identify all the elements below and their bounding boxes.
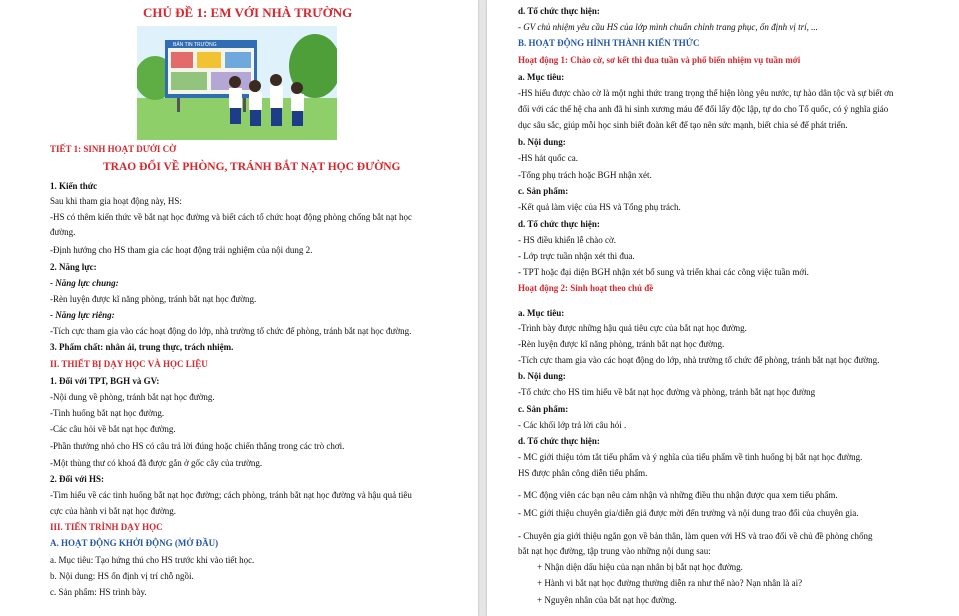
section-heading: d. Tổ chức thực hiện: — [518, 219, 600, 229]
school-bulletin-illustration — [137, 26, 337, 140]
section-heading: 1. Đối với TPT, BGH và GV: — [50, 376, 160, 386]
activity-heading: Hoạt động 2: Sinh hoạt theo chủ đề — [518, 283, 654, 293]
body-text: -Phần thưởng nhỏ cho HS có câu trả lời đúng hoặc chiến thắng trong các trò chơi. — [50, 441, 345, 451]
section-heading: A. HOẠT ĐỘNG KHỞI ĐỘNG (MỞ ĐẦU) — [50, 538, 219, 548]
section-heading: b. Nội dung: — [518, 371, 566, 381]
section-heading: c. Sản phẩm: — [518, 186, 569, 196]
body-text: -Tổng phụ trách hoặc BGH nhận xét. — [518, 170, 652, 180]
document-page-right — [487, 0, 959, 616]
body-text: - GV chủ nhiệm yêu cầu HS của lớp mình chuẩn chỉnh trang phục, ổn định vị trí, ... — [518, 22, 818, 32]
body-text: đối với các thế hệ cha anh đã hi sinh xương máu để đổi lấy độc lập, tự do cho Tổ quốc, có ý nghĩa giáo — [518, 104, 889, 114]
section-heading: 2. Đối với HS: — [50, 474, 104, 484]
section-heading: b. Nội dung: — [518, 137, 566, 147]
body-text: -Kết quả làm việc của HS và Tổng phụ trách. — [518, 202, 681, 212]
body-text: a. Mục tiêu: Tạo hứng thú cho HS trước khi vào tiết học. — [50, 555, 255, 565]
body-text: - MC giới thiệu chuyên gia/diễn giả được mời đến trường và nội dung trao đổi của chuyên gia. — [518, 508, 859, 518]
section-heading: d. Tổ chức thực hiện: — [518, 436, 600, 446]
subheading: - Năng lực riêng: — [50, 310, 115, 320]
body-text: - HS điều khiển lễ chào cờ. — [518, 235, 616, 245]
body-text: - Chuyên gia giới thiệu ngắn gọn về bản thân, làm quen với HS và trao đổi về chủ đề phòng chống — [518, 531, 873, 541]
body-text: - MC động viên các bạn nêu cảm nhận và những điều thu nhận được qua xem tiểu phẩm. — [518, 490, 838, 500]
body-text: -Tổ chức cho HS tìm hiểu về bắt nạt học đường và phòng, tránh bắt nạt học đường — [518, 387, 816, 397]
section-heading: c. Sản phẩm: — [518, 404, 569, 414]
section-heading: a. Mục tiêu: — [518, 308, 565, 318]
section-heading: 2. Năng lực: — [50, 262, 97, 272]
body-text: -Một thùng thư có khoá đã được gắn ở gốc cây của trường. — [50, 458, 263, 468]
section-heading: a. Mục tiêu: — [518, 72, 565, 82]
body-text: -Tích cực tham gia vào các hoạt động do lớp, nhà trường tổ chức để phòng, tránh bắt nạt học đường. — [50, 326, 412, 336]
bullet-item: + Nhận diện dấu hiệu của nạn nhân bị bắt nạt học đường. — [537, 562, 743, 572]
body-text: cực của hành vi bắt nạt học đường. — [50, 506, 176, 516]
body-text: đường. — [50, 227, 76, 237]
lesson-heading: TIẾT 1: SINH HOẠT DƯỚI CỜ — [50, 144, 177, 154]
bullet-item: + Hành vi bắt nạt học đường thường diễn ra như thế nào? Nạn nhân là ai? — [537, 578, 803, 588]
bullet-item: + Nguyên nhân của bắt nạt học đường. — [537, 595, 677, 605]
body-text: - Các khối lớp trả lời câu hỏi . — [518, 420, 627, 430]
subheading: - Năng lực chung: — [50, 278, 119, 288]
lesson-subtitle: TRAO ĐỔI VỀ PHÒNG, TRÁNH BẮT NẠT HỌC ĐƯỜNG — [103, 161, 401, 173]
bulletin-board-title: BẢN TIN TRƯỜNG — [173, 42, 217, 48]
section-heading: III. TIẾN TRÌNH DẠY HỌC — [50, 522, 163, 532]
body-text: -Rèn luyện được kĩ năng phòng, tránh bắt nạt học đường. — [518, 339, 725, 349]
body-text: - TPT hoặc đại diện BGH nhận xét bổ sung và triển khai các công việc tuần mới. — [518, 267, 809, 277]
section-heading: d. Tổ chức thực hiện: — [518, 6, 600, 16]
body-text: - Lớp trực tuần nhận xét thi đua. — [518, 251, 635, 261]
body-text: -Nội dung về phòng, tránh bắt nạt học đường. — [50, 392, 215, 402]
body-text: -Tìm hiểu về các tình huống bắt nạt học đường; cách phòng, tránh bắt nạt học đường và hậu quả tiêu — [50, 490, 412, 500]
body-text: bắt nạt học đường, tập trung vào những nội dung sau: — [518, 546, 711, 556]
body-text: c. Sản phẩm: HS trình bày. — [50, 587, 147, 597]
section-heading: 3. Phẩm chất: nhân ái, trung thực, trách nhiệm. — [50, 342, 234, 352]
activity-heading: Hoạt động 1: Chào cờ, sơ kết thi đua tuần và phổ biến nhiệm vụ tuần mới — [518, 55, 801, 65]
body-text: -HS có thêm kiến thức về bắt nạt học đường và biết cách tổ chức hoạt động phòng chống bắt nạt học — [50, 212, 413, 222]
body-text: Sau khi tham gia hoạt động này, HS: — [50, 196, 182, 206]
section-heading: 1. Kiến thức — [50, 181, 98, 191]
body-text: -HS hiểu được chào cờ là một nghi thức trang trọng thể hiện lòng yêu nước, tự hào dân tộc và sự biết ơn — [518, 88, 894, 98]
body-text: -Các câu hỏi về bắt nạt học đường. — [50, 424, 176, 434]
body-text: -Tình huống bắt nạt học đường. — [50, 408, 165, 418]
body-text: -Tích cực tham gia vào các hoạt động do lớp, nhà trường tổ chức để phòng, tránh bắt nạt học đường. — [518, 355, 880, 365]
section-heading: B. HOẠT ĐỘNG HÌNH THÀNH KIẾN THỨC — [518, 38, 700, 48]
body-text: - MC giới thiệu tóm tắt tiểu phẩm và ý nghĩa của tiểu phẩm về tình huống bị bắt nạt học đường. — [518, 452, 863, 462]
body-text: -HS hát quốc ca. — [518, 153, 578, 163]
document-page-left — [0, 0, 478, 616]
body-text: -Trình bày được những hậu quả tiêu cực của bắt nạt học đường. — [518, 323, 747, 333]
section-heading: II. THIẾT BỊ DẠY HỌC VÀ HỌC LIỆU — [50, 359, 208, 369]
body-text: b. Nội dung: HS ổn định vị trí chỗ ngồi. — [50, 571, 194, 581]
page-title: CHỦ ĐỀ 1: EM VỚI NHÀ TRƯỜNG — [143, 5, 353, 20]
body-text: HS được phân công diễn tiểu phẩm. — [518, 468, 648, 478]
body-text: -Rèn luyện được kĩ năng phòng, tránh bắt nạt học đường. — [50, 294, 257, 304]
body-text: -Định hướng cho HS tham gia các hoạt động trải nghiệm của nội dung 2. — [50, 245, 313, 255]
body-text: dục sâu sắc, giúp mỗi học sinh biết đoàn kết để tạo nên sức mạnh, biết chia sẻ để phát triển. — [518, 120, 848, 130]
